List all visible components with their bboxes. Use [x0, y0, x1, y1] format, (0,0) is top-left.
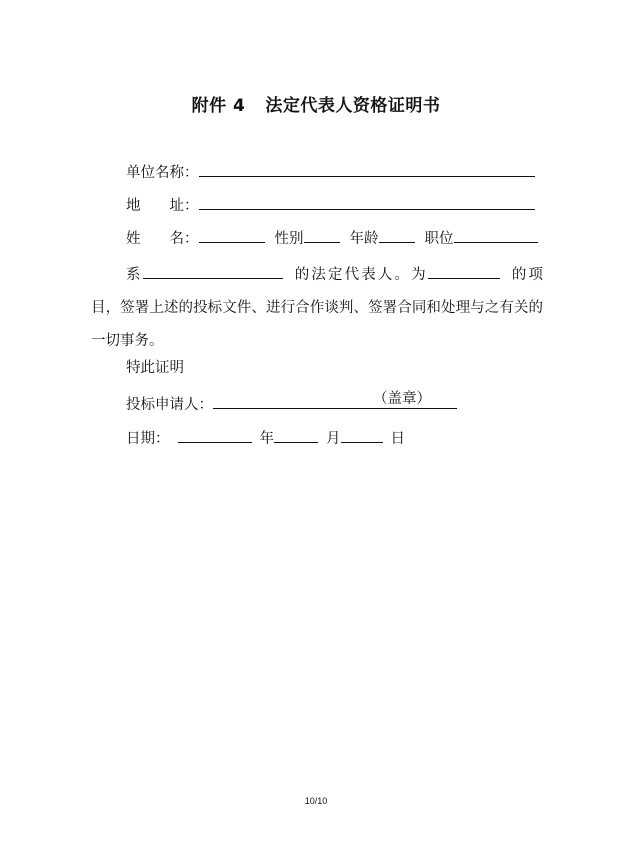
gender-label: 性别 — [274, 231, 304, 247]
person-row — [126, 226, 538, 249]
paragraph-lead: 系 — [126, 267, 143, 283]
age-blank[interactable] — [379, 226, 415, 243]
date-row — [126, 426, 405, 449]
year-blank[interactable] — [178, 426, 252, 443]
month-blank[interactable] — [274, 426, 318, 443]
title-prefix: 附件 4 — [191, 96, 246, 116]
year-label: 年 — [259, 431, 274, 447]
unit-name-label: 单位名称： — [126, 165, 199, 181]
unit-name-row — [126, 160, 535, 183]
page-number: 10/10 — [304, 796, 328, 806]
certify-line — [126, 358, 184, 378]
paragraph-mid1: 的法定代表人。为 — [292, 267, 428, 283]
paragraph-mid2: 的项目，签署上述的投标文件、进行合作谈判、签署合同和处理与之有关的一切事务。 — [91, 267, 543, 349]
day-blank[interactable] — [341, 426, 383, 443]
date-label: 日期： — [126, 431, 170, 447]
applicant-blank[interactable] — [213, 392, 457, 409]
address-blank[interactable] — [199, 193, 535, 210]
company-blank[interactable] — [143, 262, 283, 279]
certify-text: 特此证明 — [126, 360, 184, 376]
unit-name-blank[interactable] — [199, 160, 535, 177]
statement-paragraph — [91, 259, 543, 358]
address-row — [126, 193, 535, 216]
project-blank[interactable] — [428, 262, 500, 279]
position-blank[interactable] — [454, 226, 538, 243]
applicant-row — [126, 392, 457, 415]
applicant-label: 投标申请人： — [126, 397, 213, 413]
name-label: 姓 名： — [126, 231, 199, 247]
position-label: 职位 — [424, 231, 454, 247]
day-label: 日 — [390, 431, 405, 447]
seal-text: （盖章） — [373, 391, 431, 407]
title-main: 法定代表人资格证明书 — [265, 96, 441, 116]
document-title — [0, 91, 632, 116]
address-label: 地 址： — [126, 198, 199, 214]
gender-blank[interactable] — [304, 226, 340, 243]
age-label: 年龄 — [349, 231, 379, 247]
name-blank[interactable] — [199, 226, 265, 243]
month-label: 月 — [326, 431, 341, 447]
